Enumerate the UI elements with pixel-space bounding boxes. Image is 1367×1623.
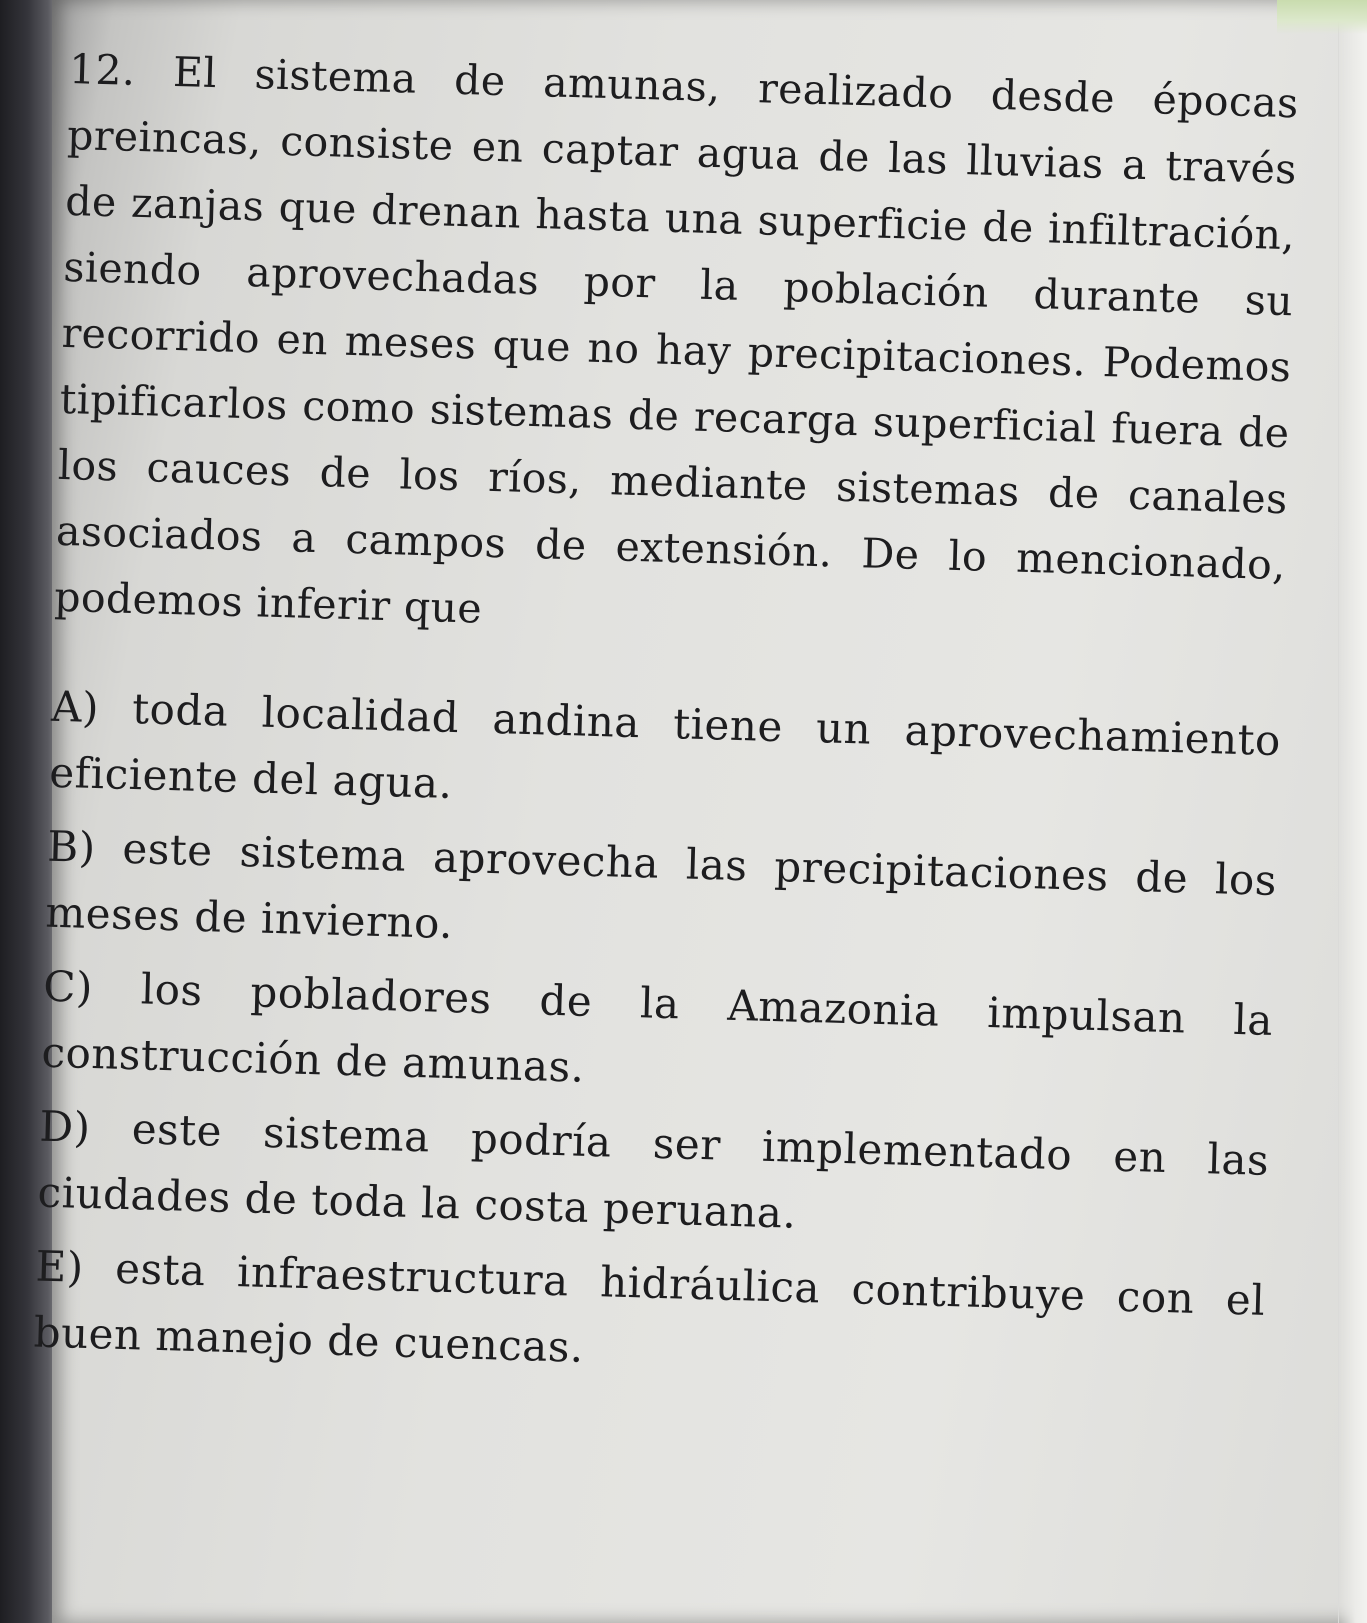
option-c-text: los pobladores de la Amazonia impulsan la construcción de amunas. [40, 964, 1274, 1092]
option-e-letter: E) [34, 1241, 85, 1292]
option-a-letter: A) [50, 681, 100, 733]
question-text: 12. El sistema de amunas, realizado desde épocas preincas, consiste en captar agua de las lluvias a través de zanjas que drenan hasta una superficie de infiltración, siendo aprovechadas por la población durante su recorrido en meses que no hay precipitaciones. Podemos tipificarlos como sistemas de recarga superficial fuera de los cauces de los ríos, mediante sistemas de canales asociados a campos de extensión. De lo mencionado, podemos inferir que [53, 44, 1300, 633]
page-edge [1338, 0, 1367, 1623]
question-block [33, 36, 1300, 1408]
option-a-text: toda localidad andina tiene un aprovechamiento eficiente del agua. [48, 684, 1282, 808]
option-d[interactable] [37, 1094, 1270, 1260]
option-a[interactable] [49, 674, 1282, 840]
option-d-letter: D) [38, 1101, 92, 1152]
option-c[interactable] [41, 954, 1274, 1120]
option-d-text: este sistema podría ser implementado en las ciudades de toda la costa peruana. [37, 1104, 1270, 1238]
option-b-text: este sistema aprovecha las precipitaciones de los meses de invierno. [44, 823, 1278, 949]
option-e-text: esta infraestructura hidráulica contribuye con el buen manejo de cuencas. [33, 1243, 1266, 1372]
option-b[interactable] [45, 814, 1278, 980]
option-c-letter: C) [42, 961, 94, 1013]
green-page-tab [1277, 0, 1367, 34]
option-e[interactable] [33, 1234, 1266, 1400]
answer-options [33, 674, 1282, 1400]
option-b-letter: B) [46, 821, 97, 873]
